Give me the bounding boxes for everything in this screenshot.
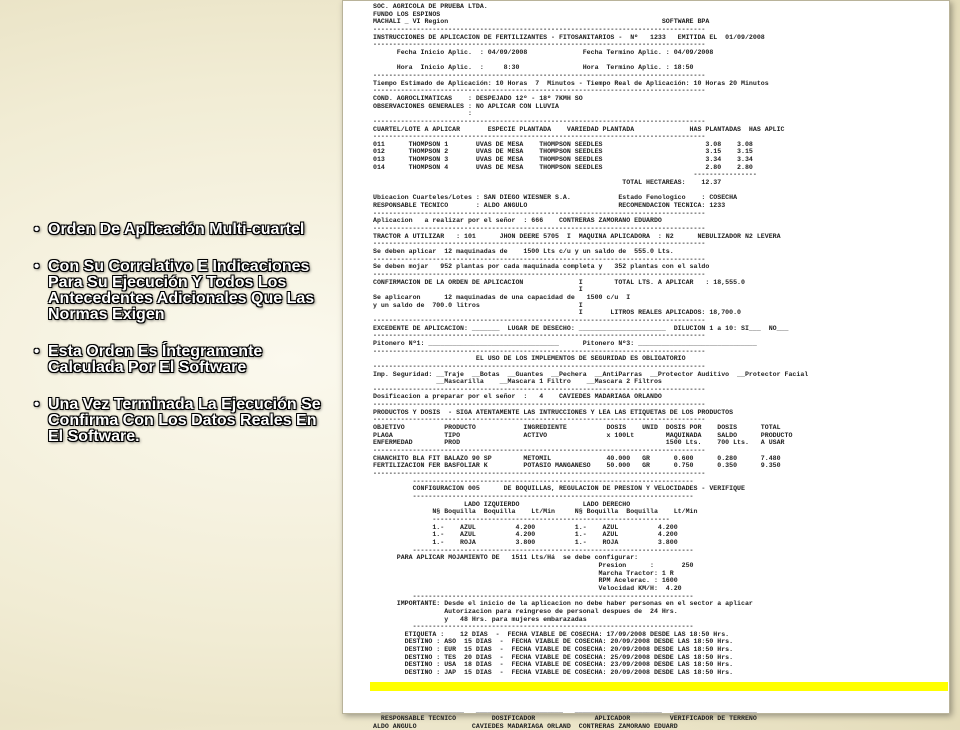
bullet-text: Con Su Correlativo E Indicaciones Para Su Ejecución Y Todos Los Antecedentes Adicionales Que Las Normas Exigen	[48, 258, 315, 323]
bullet-item	[34, 344, 334, 376]
document-text: SOC. AGRICOLA DE PRUEBA LTDA. FUNDO LOS ESPINOS MACHALI _ VI Region SOFTWARE BPA ------------------------------------------------------------------------------------ INSTRUCCIONES DE APLICACION DE FERTILIZANTES - FITOSANITARIOS - Nº 1233 EMITIDA EL 01/09/2008 ------------------------------------------------------------------------------------ Fecha Inicio Aplic. : 04/09/2008 Fecha Termino Aplic. : 04/09/2008 Hora Inicio Aplic. : 8:30 Hora Termino Aplic. : 18:50 ------------------------------------------------------------------------------------ Tiempo Estimado de Aplicación: 10 Horas 7 Minutos - Tiempo Real de Aplicación: 10 Horas 20 Minutos ------------------------------------------------------------------------------------ COND. AGROCLIMATICAS : DESPEJADO 12º - 18º 7KMH SO OBSERVACIONES GENERALES : NO APLICAR CON LLUVIA : ------------------------------------------------------------------------------------ CUARTEL/LOTE A APLICAR ESPECIE PLANTADA VARIEDAD PLANTADA HAS PLANTADAS HAS APLIC ------------------------------------------------------------------------------------ 011 THOMPSON 1 UVAS DE MESA THOMPSON SEEDLES 3.08 3.08 012 THOMPSON 2 UVAS DE MESA THOMPSON SEEDLES 3.15 3.15 013 THOMPSON 3 UVAS DE MESA THOMPSON SEEDLES 3.34 3.34 014 THOMPSON 4 UVAS DE MESA THOMPSON SEEDLES 2.80 2.80 ---------------- TOTAL HECTAREAS: 12.37 Ubicacion Cuarteles/Lotes : SAN DIEGO WIESNER S.A. Estado Fenologico : COSECHA RESPONSABLE TECNICO : ALDO ANGULO RECOMENDACION TECNICA: 1233 ------------------------------------------------------------------------------------ Aplicacion a realizar por el señor : 666 CONTRERAS ZAMORANO EDUARDO ------------------------------------------------------------------------------------ TRACTOR A UTILIZAR : 101 JHON DEERE 5705 I MAQUINA APLICADORA : N2 NEBULIZADOR N2 LEVERA ------------------------------------------------------------------------------------ Se deben aplicar 12 maquinadas de 1500 Lts c/u y un saldo de 555.0 Lts. ------------------------------------------------------------------------------------ Se deben mojar 952 plantas por cada maquinada completa y 352 plantas con el saldo ------------------------------------------------------------------------------------ CONFIRMACION DE LA ORDEN DE APLICACION I TOTAL LTS. A APLICAR : 18,555.0 I Se aplicaron 12 maquinadas de una capacidad de 1500 c/u I y un saldo de 700.0 litros I I LITROS REALES APLICADOS: 18,700.0 ------------------------------------------------------------------------------------ EXCEDENTE DE APLICACION: _______ LUGAR DE DESECHO: ______________________ DILUCION 1 a 10: SI___ NO___ ------------------------------------------------------------------------------------ Pitonero Nº1: _________________________________ Pitonero Nº3: ______________________________ ------------------------------------------------------------------------------------ EL USO DE LOS IMPLEMENTOS DE SEGURIDAD ES OBLIGATORIO ------------------------------------------------------------------------------------ Imp. Seguridad: __Traje __Botas __Guantes __Pechera __AntiParras __Protector Auditivo __Protector Facial __Mascarilla __Mascara 1 Filtro __Mascara 2 Filtros ------------------------------------------------------------------------------------ Dosificacion a preparar por el señor : 4 CAVIEDES MADARIAGA ORLANDO ------------------------------------------------------------------------------------ PRODUCTOS Y DOSIS - SIGA ATENTAMENTE LAS INTRUCCIONES Y LEA LAS ETIQUETAS DE LOS PRODUCTOS ------------------------------------------------------------------------------------ OBJETIVO PRODUCTO INGREDIENTE DOSIS UNID DOSIS POR DOSIS TOTAL PLAGA TIPO ACTIVO x 100Lt MAQUINADA SALDO PRODUCTO ENFERMEDAD PROD 1500 Lts. 700 Lts. A USAR ------------------------------------------------------------------------------------ CHANCHITO BLA FIT BALAZO 90 SP METOMIL 40.000 GR 0.600 0.280 7.480 FERTILIZACION FER BASFOLIAR K POTASIO MANGANESO 50.000 GR 0.750 0.350 9.350 ------------------------------------------------------------------------------------ ----------------------------------------------------------------------- CONFIGURACION 005 DE BOQUILLAS, REGULACION DE PRESION Y VELOCIDADES - VERIFIQUE ----------------------------------------------------------------------- LADO IZQUIERDO LADO DERECHO N§ Boquilla Boquilla Lt/Min N§ Boquilla Boquilla Lt/Min ------------------------------------------------------------ 1.- AZUL 4.200 1.- AZUL 4.200 1.- AZUL 4.200 1.- AZUL 4.200 1.- ROJA 3.800 1.- ROJA 3.800 ----------------------------------------------------------------------- PARA APLICAR MOJAMIENTO DE 1511 Lts/Há se debe configurar: Presion : 250 Marcha Tractor: 1 R RPM Acelerac. : 1600 Velocidad KM/H: 4.20 ----------------------------------------------------------------------- IMPORTANTE: Desde el inicio de la aplicacion no debe haber personas en el sector a aplicar Autorizacion para reingreso de personal despues de 24 Hrs. y 48 Hrs. para mujeres embarazadas ----------------------------------------------------------------------- ETIQUETA : 12 DIAS - FECHA VIABLE DE COSECHA: 17/09/2008 DESDE LAS 18:50 Hrs. DESTINO : ASO 15 DIAS - FECHA VIABLE DE COSECHA: 20/09/2008 DESDE LAS 18:50 Hrs. DESTINO : EUR 15 DIAS - FECHA VIABLE DE COSECHA: 20/09/2008 DESDE LAS 18:50 Hrs. DESTINO : TES 20 DIAS - FECHA VIABLE DE COSECHA: 25/09/2008 DESDE LAS 18:50 Hrs. DESTINO : USA 18 DIAS - FECHA VIABLE DE COSECHA: 23/09/2008 DESDE LAS 18:50 Hrs. DESTINO : JAP 15 DIAS - FECHA VIABLE DE COSECHA: 20/09/2008 DESDE LAS 18:50 Hrs. _____________________ ______________________ ______________________ _____________________ RESPONSABLE TECNICO DOSIFICADOR APLICADOR VERIFICADOR DE TERRENO ALDO ANGULO CAVIEDES MADARIAGA ORLAND CONTRERAS ZAMORANO EDUARD	[373, 3, 809, 730]
bullet-item	[34, 259, 334, 323]
bullet-dot-icon: •	[34, 258, 40, 275]
bullet-text: Orden De Aplicación Multi-cuartel	[48, 221, 305, 238]
application-order-document	[342, 0, 950, 730]
bullet-item	[34, 397, 334, 445]
bullet-text: Una Vez Terminada La Ejecución Se Confirma Con Los Datos Reales En El Software.	[48, 396, 321, 445]
bullet-list	[34, 222, 334, 466]
bullet-dot-icon: •	[34, 221, 40, 238]
bullet-item	[34, 222, 334, 238]
highlight-bar	[370, 682, 948, 691]
bullet-dot-icon: •	[34, 396, 40, 413]
bullet-text: Esta Orden Es Íntegramente Calculada Por El Software	[48, 343, 263, 376]
bullet-dot-icon: •	[34, 343, 40, 360]
